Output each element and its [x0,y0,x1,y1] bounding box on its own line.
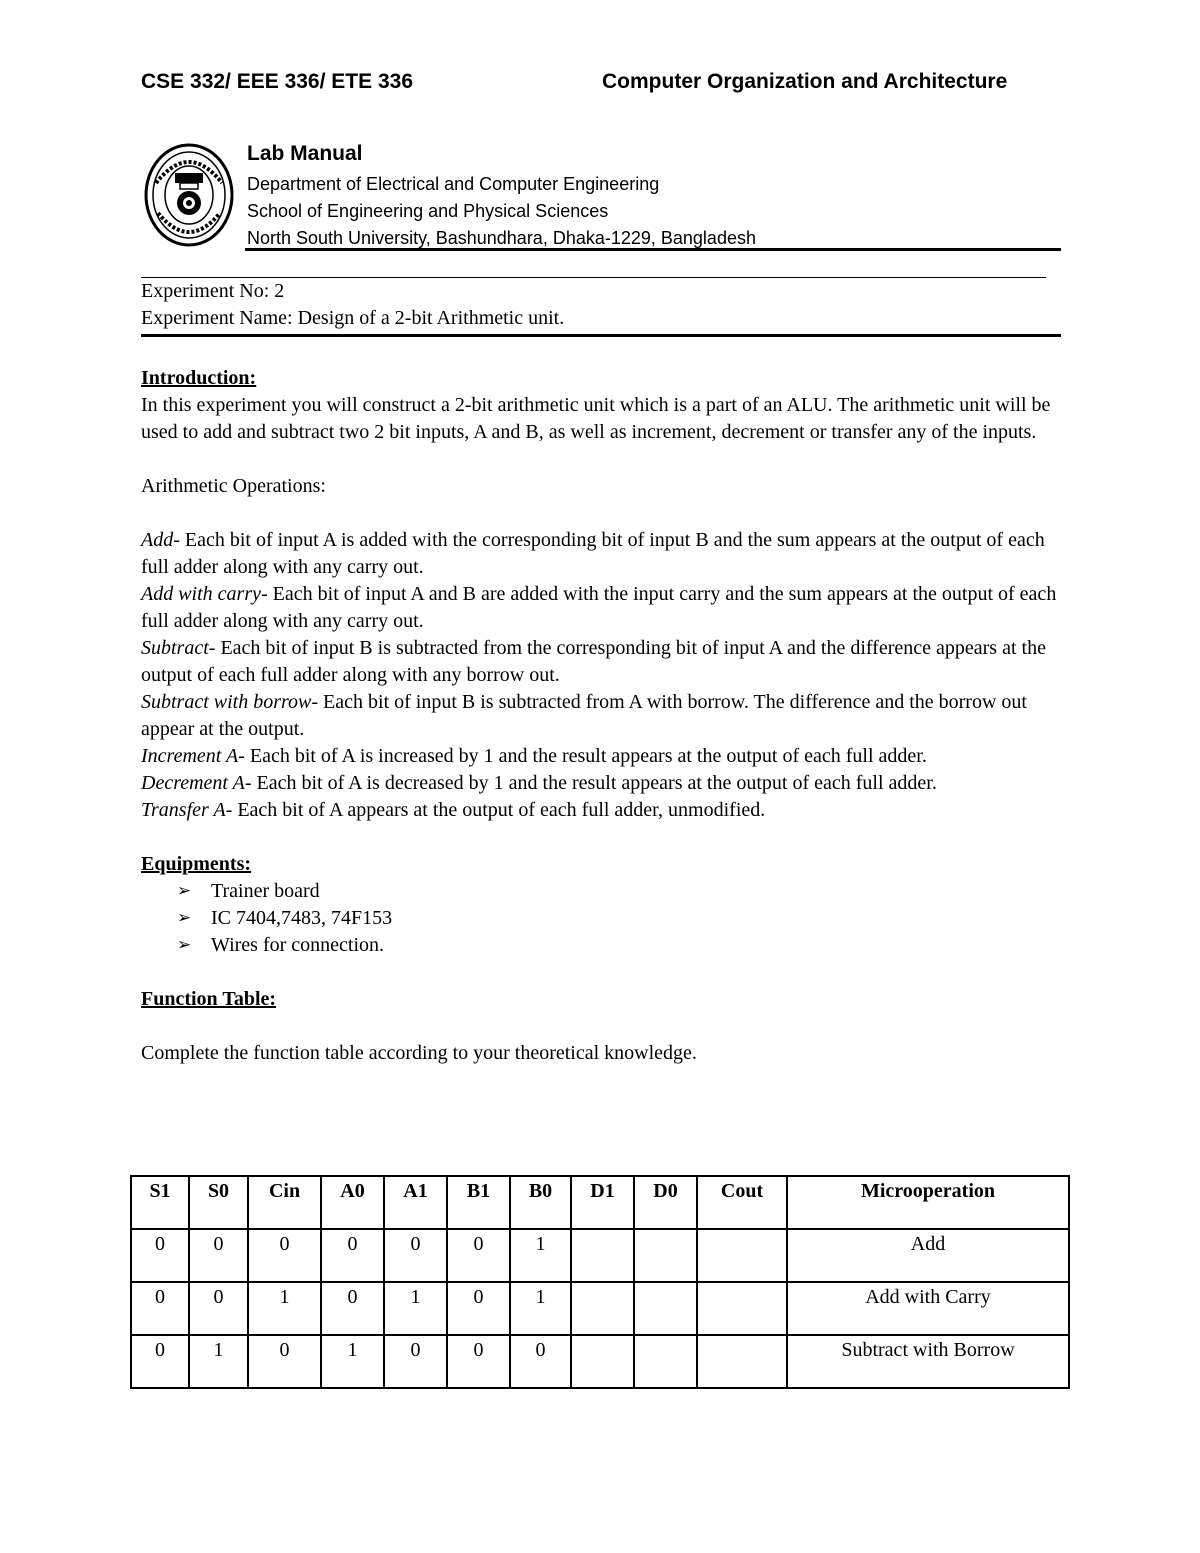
column-header: D1 [571,1176,634,1229]
operation-transfer-a: Transfer A- Each bit of A appears at the output of each full adder, unmodified. [141,799,766,821]
table-cell: 0 [189,1282,248,1335]
table-cell-blank[interactable] [571,1229,634,1282]
experiment-name: Experiment Name: Design of a 2-bit Arithmetic unit. [141,307,565,329]
operation-add: Add- Each bit of input A is added with the corresponding bit of input B and the sum appears at the output of each full adder along with any carry out. [141,529,1045,578]
column-header: A0 [321,1176,384,1229]
arrowhead-bullet-icon: ➢ [177,881,192,901]
column-header: S1 [131,1176,189,1229]
table-cell: 0 [321,1282,384,1335]
table-cell-blank[interactable] [697,1335,787,1388]
table-cell: 1 [384,1282,447,1335]
table-cell: 0 [248,1335,321,1388]
table-cell-microoperation: Subtract with Borrow [787,1335,1069,1388]
table-cell: 0 [447,1335,510,1388]
table-cell: 0 [447,1229,510,1282]
introduction-heading: Introduction: [141,367,257,389]
lab-manual-title: Lab Manual [247,142,363,165]
equipment-list [141,878,1061,959]
table-cell: 1 [248,1282,321,1335]
table-cell: 0 [248,1229,321,1282]
table-cell: 0 [131,1282,189,1335]
function-table-heading: Function Table: [141,988,277,1010]
table-cell: 0 [447,1282,510,1335]
table-row [131,1229,1069,1282]
school-line: School of Engineering and Physical Sciences [247,201,609,221]
list-item: ➢ IC 7404,7483, 74F153 [141,905,1061,932]
university-address-line: North South University, Bashundhara, Dhaka-1229, Bangladesh [247,228,756,248]
column-header: Cin [248,1176,321,1229]
document-body [141,365,1061,1067]
table-cell: 0 [384,1229,447,1282]
list-item: ➢ Wires for connection. [141,932,1061,959]
arrowhead-bullet-icon: ➢ [177,935,192,955]
table-cell: 0 [131,1335,189,1388]
column-header: B0 [510,1176,571,1229]
table-row [131,1335,1069,1388]
table-cell: 0 [131,1229,189,1282]
column-header: D0 [634,1176,697,1229]
table-cell-blank[interactable] [571,1282,634,1335]
department-line: Department of Electrical and Computer Engineering [247,174,660,194]
experiment-number: Experiment No: 2 [141,280,285,302]
experiment-top-rule [141,277,1046,278]
table-cell-blank[interactable] [697,1229,787,1282]
table-header-row [131,1176,1069,1229]
table-cell: 0 [510,1335,571,1388]
table-cell: 0 [384,1335,447,1388]
table-cell: 0 [321,1229,384,1282]
equipments-heading: Equipments: [141,853,252,875]
operation-subtract: Subtract- Each bit of input B is subtracted from the corresponding bit of input A and the difference appears at the output of each full adder along with any borrow out. [141,637,1046,686]
arrowhead-bullet-icon: ➢ [177,908,192,928]
column-header: S0 [189,1176,248,1229]
table-cell-blank[interactable] [697,1282,787,1335]
course-codes: CSE 332/ EEE 336/ ETE 336 [141,70,413,93]
list-item: ➢ Trainer board [141,878,1061,905]
column-header: Microoperation [787,1176,1069,1229]
course-title: Computer Organization and Architecture [602,70,1008,93]
function-table-instruction: Complete the function table according to your theoretical knowledge. [141,1042,697,1064]
table-cell-blank[interactable] [634,1335,697,1388]
table-cell-microoperation: Add [787,1229,1069,1282]
operation-decrement-a: Decrement A- Each bit of A is decreased by 1 and the result appears at the output of each full adder. [141,772,937,794]
column-header: B1 [447,1176,510,1229]
operation-increment-a: Increment A- Each bit of A is increased by 1 and the result appears at the output of each full adder. [141,745,927,767]
table-cell-blank[interactable] [634,1282,697,1335]
table-cell-microoperation: Add with Carry [787,1282,1069,1335]
table-cell: 1 [510,1229,571,1282]
operation-add-with-carry: Add with carry- Each bit of input A and B are added with the input carry and the sum appears at the output of each full adder along with any carry out. [141,583,1057,632]
function-table [130,1175,1070,1389]
table-cell: 1 [510,1282,571,1335]
table-cell: 0 [189,1229,248,1282]
table-cell-blank[interactable] [571,1335,634,1388]
table-cell: 1 [321,1335,384,1388]
table-row [131,1282,1069,1335]
university-seal-icon [144,143,234,247]
experiment-bottom-rule [141,334,1061,337]
column-header: Cout [697,1176,787,1229]
column-header: A1 [384,1176,447,1229]
table-cell-blank[interactable] [634,1229,697,1282]
header-rule [245,248,1061,251]
table-cell: 1 [189,1335,248,1388]
introduction-paragraph: In this experiment you will construct a 2-bit arithmetic unit which is a part of an ALU. The arithmetic unit will be used to add and subtract two 2 bit inputs, A and B, as well as increment, decrement or transfer any of the inputs. [141,394,1051,443]
operation-subtract-with-borrow: Subtract with borrow- Each bit of input B is subtracted from A with borrow. The difference and the borrow out appear at the output. [141,691,1027,740]
operations-title: Arithmetic Operations: [141,475,326,497]
